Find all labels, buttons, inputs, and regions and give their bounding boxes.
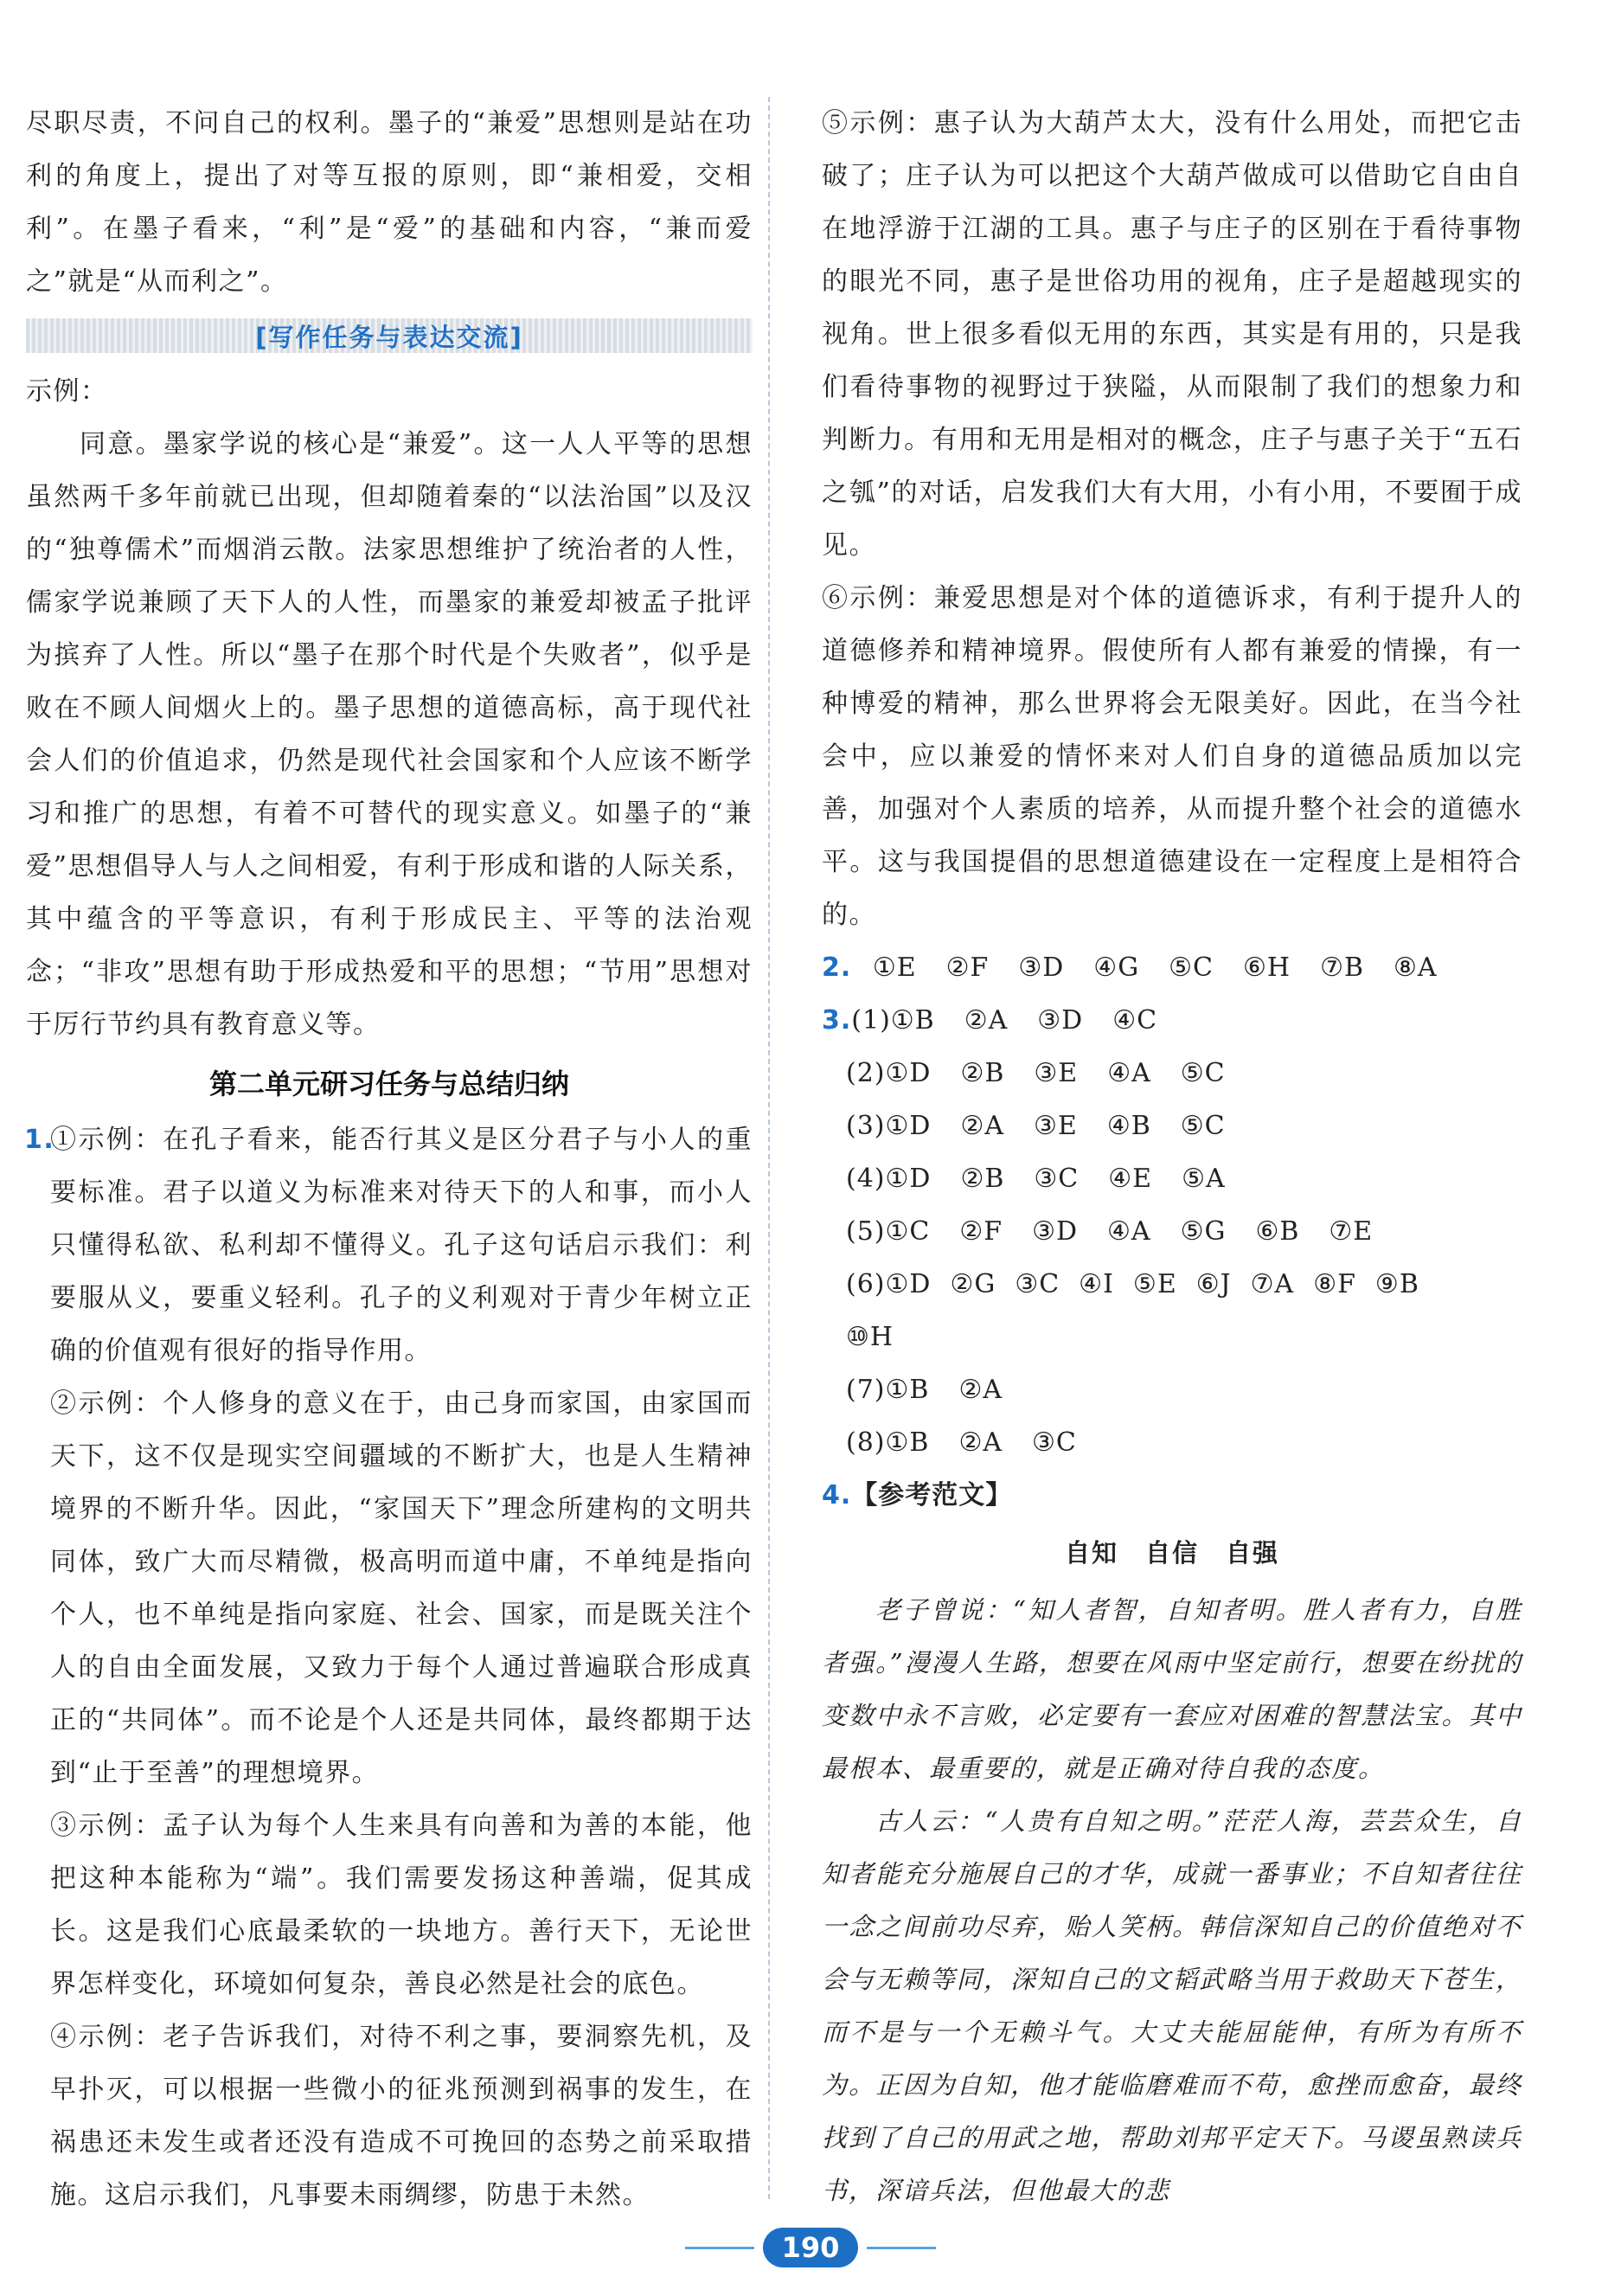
answer-choice: (2)①D (846, 1058, 932, 1088)
answer-choice: ①E (872, 952, 917, 983)
answer-item: ②示例：个人修身的意义在于，由己身而家国，由家国而天下，这不仅是现实空间疆域的不断扩大，也是人生精神境界的不断升华。因此，“家国天下”理念所建构的文明共同体，致广大而尽精微，极高明而道中庸，不单纯是指向个人，也不单纯是指向家庭、社会、国家，而是既关注个人的自由全面发展，又致力于每个人通过普遍联合形成真正的“共同体”。而不论是个人还是共同体，最终都期于达到“止于至善”的理想境界。 (50, 1389, 753, 1788)
question-number: 1. (24, 1125, 55, 1155)
answer-item: ④示例：老子告诉我们，对待不利之事，要洞察先机，及早扑灭，可以根据一些微小的征兆预测到祸事的发生，在祸患还未发生或者还没有造成不可挽回的态势之前采取措施。这启示我们，凡事要未雨绸缪，防患于未然。 (50, 2022, 753, 2210)
answer-choice: ⑦A (1250, 1269, 1295, 1299)
q2-answers (851, 952, 1466, 983)
question-number: 2. (822, 952, 852, 983)
answer-choice: ⑤C (1180, 1058, 1226, 1088)
answer-item: ①示例：在孔子看来，能否行其义是区分君子与小人的重要标准。君子以道义为标准来对待天下的人和事，而小人只懂得私欲、私利却不懂得义。孔子这句话启示我们：利要服从义，要重义轻利。孔子的义利观对于青少年树立正确的价值观有很好的指导作用。 (50, 1125, 753, 1366)
essay-title: 自知 自信 自强 (1064, 1538, 1279, 1568)
question-4 (822, 1469, 1522, 1522)
answer-choice: ④A (1107, 1216, 1151, 1247)
essay-paragraph: 老子曾说：“知人者智，自知者明。胜人者有力，自胜者强。”漫漫人生路，想要在风雨中坚定前行，想要在纷扰的变数中永不言败，必定要有一套应对困难的智慧法宝。其中最根本、最重要的，就是正确对待自我的态度。 (822, 1595, 1522, 1783)
page-number: 190 (763, 2228, 859, 2267)
answer-row (822, 1152, 1522, 1205)
answer-choice: ②F (945, 952, 990, 983)
page-number-footer (0, 2228, 1621, 2267)
example-label: 示例： (26, 376, 108, 407)
writing-task-banner (26, 318, 753, 353)
answer-row (822, 994, 1522, 1047)
answer-choice: ③C (1032, 1427, 1077, 1458)
answer-choice: ②F (959, 1216, 1003, 1247)
answer-choice: ⑤C (1169, 952, 1214, 983)
answer-choice: ④E (1108, 1164, 1153, 1194)
answer-choice: (1)①B (851, 1005, 935, 1036)
question-2 (822, 941, 1522, 994)
answer-choice: ③C (1015, 1269, 1060, 1299)
footer-line (867, 2247, 936, 2249)
answer-choice: ③D (1037, 1005, 1084, 1036)
answer-choice: (8)①B (846, 1427, 930, 1458)
column-divider (768, 97, 770, 2199)
answer-choice: ⑤C (1180, 1111, 1226, 1141)
answer-choice: ③C (1034, 1164, 1080, 1194)
answer-choice: (7)①B (846, 1375, 930, 1405)
answer-choice: ③E (1034, 1111, 1078, 1141)
answer-choice: ⑧A (1394, 952, 1438, 983)
answer-choice: ②A (958, 1427, 1003, 1458)
answer-choice: ⑤G (1180, 1216, 1227, 1247)
answer-choice: ⑤A (1182, 1164, 1226, 1194)
answer-choice: ③D (1032, 1216, 1079, 1247)
answer-choice: ④G (1093, 952, 1140, 983)
left-column (26, 97, 753, 2222)
answer-choice: ⑩H (846, 1322, 894, 1352)
answer-item: ⑥示例：兼爱思想是对个体的道德诉求，有利于提升人的道德修养和精神境界。假使所有人都有兼爱的情操，有一种博爱的精神，那么世界将会无限美好。因此，在当今社会中，应以兼爱的情怀来对人们自身的道德品质加以完善，加强对个人素质的培养，从而提升整个社会的道德水平。这与我国提倡的思想道德建设在一定程度上是相符合的。 (822, 583, 1522, 930)
answer-row (822, 1205, 1522, 1258)
answer-choice: ⑥J (1195, 1269, 1232, 1299)
answer-choice: (6)①D (846, 1269, 932, 1299)
answer-item: ⑤示例：惠子认为大葫芦太大，没有什么用处，而把它击破了；庄子认为可以把这个大葫芦做成可以借助它自由自在地浮游于江湖的工具。惠子与庄子的区别在于看待事物的眼光不同，惠子是世俗功用的视角，庄子是超越现实的视角。世上很多看似无用的东西，其实是有用的，只是我们看待事物的视野过于狭隘，从而限制了我们的想象力和判断力。有用和无用是相对的概念，庄子与惠子关于“五石之瓠”的对话，启发我们大有大用，小有小用，不要囿于成见。 (822, 108, 1522, 561)
answer-item: ③示例：孟子认为每个人生来具有向善和为善的本能，他把这种本能称为“端”。我们需要发扬这种善端，促其成长。这是我们心底最柔软的一块地方。善行天下，无论世界怎样变化，环境如何复杂，善良必然是社会的底色。 (50, 1811, 753, 1999)
answer-choice: ④C (1112, 1005, 1158, 1036)
answer-choice: ⑨B (1374, 1269, 1419, 1299)
answer-choice: ⑧F (1313, 1269, 1356, 1299)
answer-choice: ②B (960, 1164, 1005, 1194)
answer-choice: (5)①C (846, 1216, 931, 1247)
answer-choice: ②A (964, 1005, 1009, 1036)
answer-choice: ⑥B (1255, 1216, 1300, 1247)
answer-choice: ③E (1034, 1058, 1079, 1088)
question-1 (26, 1113, 753, 2222)
question-number: 4. (822, 1480, 852, 1510)
reference-essay-label: 【参考范文】 (851, 1480, 1013, 1510)
section-title: 第二单元研习任务与总结归纳 (208, 1068, 569, 1100)
answer-choice: ②G (950, 1269, 996, 1299)
left-top-paragraph: 尽职尽责，不问自己的权利。墨子的“兼爱”思想则是站在功利的角度上，提出了对等互报的原则，即“兼相爱，交相利”。在墨子看来，“利”是“爱”的基础和内容，“兼而爱之”就是“从而利之”。 (26, 108, 753, 297)
question-3 (822, 994, 1522, 1469)
answer-choice: ④A (1107, 1058, 1151, 1088)
answer-choice: ⑦E (1329, 1216, 1374, 1247)
question-number: 3. (822, 1005, 852, 1036)
answer-row (822, 1258, 1522, 1311)
answer-row (822, 1416, 1522, 1469)
answer-choice: ⑦B (1320, 952, 1365, 983)
answer-choice: ②B (960, 1058, 1005, 1088)
right-column (822, 97, 1522, 2217)
answer-choice: ③D (1018, 952, 1065, 983)
answer-choice: (3)①D (846, 1111, 932, 1141)
answer-choice: ②A (960, 1111, 1005, 1141)
answer-choice: ⑤E (1132, 1269, 1177, 1299)
answer-choice: (4)①D (846, 1164, 932, 1194)
answer-choice: ④I (1079, 1269, 1114, 1299)
banner-text: [写作任务与表达交流] (255, 322, 523, 352)
answer-row (822, 1047, 1522, 1100)
example-paragraph: 同意。墨家学说的核心是“兼爱”。这一人人平等的思想虽然两千多年前就已出现，但却随着秦的“以法治国”以及汉的“独尊儒术”而烟消云散。法家思想维护了统治者的人性，儒家学说兼顾了天下人的人性，而墨家的兼爱却被孟子批评为摈弃了人性。所以“墨子在那个时代是个失败者”，似乎是败在不顾人间烟火上的。墨子思想的道德高标，高于现代社会人们的价值追求，仍然是现代社会国家和个人应该不断学习和推广的思想，有着不可替代的现实意义。如墨子的“兼爱”思想倡导人与人之间相爱，有利于形成和谐的人际关系，其中蕴含的平等意识，有利于形成民主、平等的法治观念；“非攻”思想有助于形成热爱和平的思想；“节用”思想对于厉行节约具有教育意义等。 (26, 429, 753, 1040)
answer-choice: ⑥H (1243, 952, 1291, 983)
footer-line (685, 2247, 754, 2249)
essay-paragraph: 古人云：“人贵有自知之明。”茫茫人海，芸芸众生，自知者能充分施展自己的才华，成就一番事业；不自知者往往一念之间前功尽弃，贻人笑柄。韩信深知自己的价值绝对不会与无赖等同，深知自己的文韬武略当用于救助天下苍生，而不是与一个无赖斗气。大丈夫能屈能伸，有所为有所不为。正因为自知，他才能临磨难而不苟，愈挫而愈奋，最终找到了自己的用武之地，帮助刘邦平定天下。马谡虽熟读兵书，深谙兵法，但他最大的悲 (822, 1806, 1522, 2205)
answer-row (822, 1363, 1522, 1416)
answer-choice: ④B (1106, 1111, 1151, 1141)
answer-choice: ②A (958, 1375, 1003, 1405)
answer-row (822, 1100, 1522, 1152)
answer-row (822, 1311, 1522, 1363)
